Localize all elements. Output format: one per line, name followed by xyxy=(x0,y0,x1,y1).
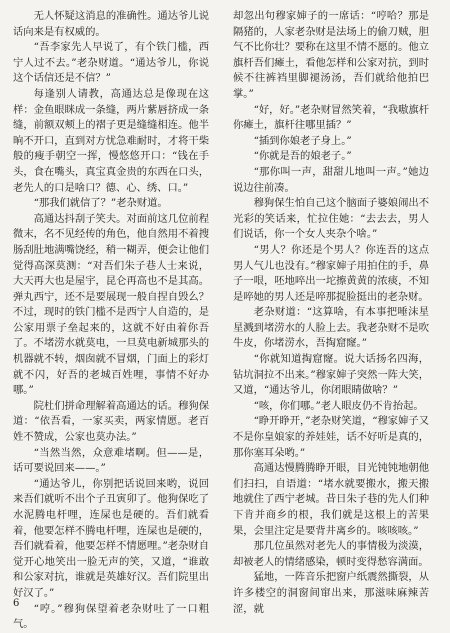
paragraph: 穆狗保生怕自己这个脑面子婆娘闹出不光彩的笑话来，忙拉住她：“去去去，男人们说话，你一个女人夹杂个啥。” xyxy=(233,197,429,241)
paragraph: “那我们就信了？”老杂财道。 xyxy=(33,197,168,210)
left-column xyxy=(13,9,209,633)
paragraph: 无人怀疑这消息的准确性。通达爷儿说话向来是有权威的。 xyxy=(13,10,209,38)
paragraph: 猛地，一阵音乐把窗户纸震然撕裂，从许多楼空的洞窗间窜出来，那滋味麻辣苦涩，就 xyxy=(233,571,429,615)
right-column xyxy=(233,9,429,617)
paragraph: 却忽出句穆家婶子的一席话：“哼哈？那是隔猪的，人家老杂财是法场上的偷刀贼，胆气不比你壮？要称在这里不情不愿的。他立旗杆吾们瘫土，看他怎样和公家对抗，到时候不往裤裆里脚褪汤汤，吾们就给他拍巴掌。” xyxy=(233,10,429,100)
paragraph: “咳，你们哪。”老人眼皮仍不肯抬起。 xyxy=(253,399,424,412)
paragraph: “当然当然，众意难堵啊。但——是，话可要说回来——。” xyxy=(13,446,209,475)
paragraph: “睁开睁开，”老杂财笑道，“穆家婶子又不是你皇娘家的养娃娃，话不好听是真的，那你塞耳朵哟。” xyxy=(233,415,429,459)
paragraph: “好，好。”老杂财冒然笑着，“我嗷旗杆你瘫土，旗杆往哪里插？” xyxy=(233,103,429,132)
paragraph: 每逢别人请教，高通达总是像现在这样：金鱼眼眯成一条缝，两片紫唇挤成一条缝，前额双颊上的褶子更是缝缝相连。他半晌不开口，直到对方忧急难耐时，才将干柴般的瘦手朝空一挥，慢悠悠开口：“钱在手头，食在嘴头，真宝真金贵的东西在口头，老先人的口是啥口？德、心、绣、口。” xyxy=(13,87,209,194)
paragraph: “插到你娘老子身上。” xyxy=(253,134,352,147)
paragraph: “你就是吾的娘老子。” xyxy=(253,150,352,163)
paragraph: “哼。”穆狗保望着老杂财吐了一口粗气。 xyxy=(13,602,209,631)
paragraph: “通达爷儿，你别把话说回来哟，说回来吾们就听不出个子丑寅卯了。他狗保吃了水泥腾电杆哩，连屎也是硬的。吾们就看着，他要怎样不腾电杆哩，连屎也是硬的，吾们就看着，他要怎样不情愿哩。”老杂财自觉开心地笑出一脸无声的笑，又道，“谁敢和公家对抗，谁就是英雄好汉。吾们院里出好汉了。” xyxy=(13,477,209,599)
paragraph: “吾李家先人早说了，有个铁门槛，西宁人过不去。”老杂财道。“通达爷儿，你说这个话信还是不信？” xyxy=(13,41,209,85)
paragraph: 老杂财道：“这算啥，有本事把唾沫星星溅到堵涝水的人脸上去。我老杂财不是吹牛皮，你堵涝水，吾掏窟窿。” xyxy=(233,306,429,350)
paragraph: 高通达抖刮子笑夫。对面前这几位前程微末，名不见经传的角色，他自然用不着搜肠刮肚地满嘴饶经，稍一糊弄，便会让他们觉得高深莫测：“对吾们朱子巷人士来说，大天再大也是屋宇，昆仑再高也不是其高。弹丸西宁，还不是要展现一般自捏自毁么？不过，现时的铁门槛不是西宁人自造的，是公家用票子垒起来的，这就不好由着你吾了。不堵涝水就莫电，一旦莫电新城那头的机器就不转，烟囱就不冒烟，门面上的彩灯就不闪，好吾的老城百姓哩，事情不好办哪。” xyxy=(13,212,209,397)
page-number: 6 xyxy=(13,598,20,609)
paragraph: “你就知道掏窟窿。说大话扬名四海，钻坑洞拉不出来。”穆家婶子突然一阵大笑，又道，“通达爷儿，你闭眼睛做啥？” xyxy=(233,353,429,397)
paragraph: 院杜们拼命理解着高通达的话。穆狗保道：“依吾看，一家买卖，两家情愿。老百姓不赞成，公家也莫办法。” xyxy=(13,399,209,444)
paragraph: 那几位虽然对老先人的事情极为淡漠，却被老人的情绪感染，顿时变得愁容满面。 xyxy=(233,540,429,568)
paragraph: “男人？你还是个男人？你连吾的这点男人气儿也没有。”穆家婶子用拍住的手，鼻子一哏，呸地啐出一坨擦黄黄的浓痰，不知是啐她的男人还是啐那捉脸挺出的老杂财。 xyxy=(233,243,429,303)
paragraph: “那你叫一声，甜甜儿地叫一声。”她边说边往前凑。 xyxy=(233,165,429,194)
paragraph: 高通达慢腾腾睁开眼，目光钝钝地朝他们扫扫，自语道：“堵水就要搬水，搬天搬地就住了西宁老城。昔日朱子巷的先人们种下肯并商乡的根，我们就是这根上的苦果果，会里注定是要背井离乡的。咳咳咳。” xyxy=(233,462,429,537)
